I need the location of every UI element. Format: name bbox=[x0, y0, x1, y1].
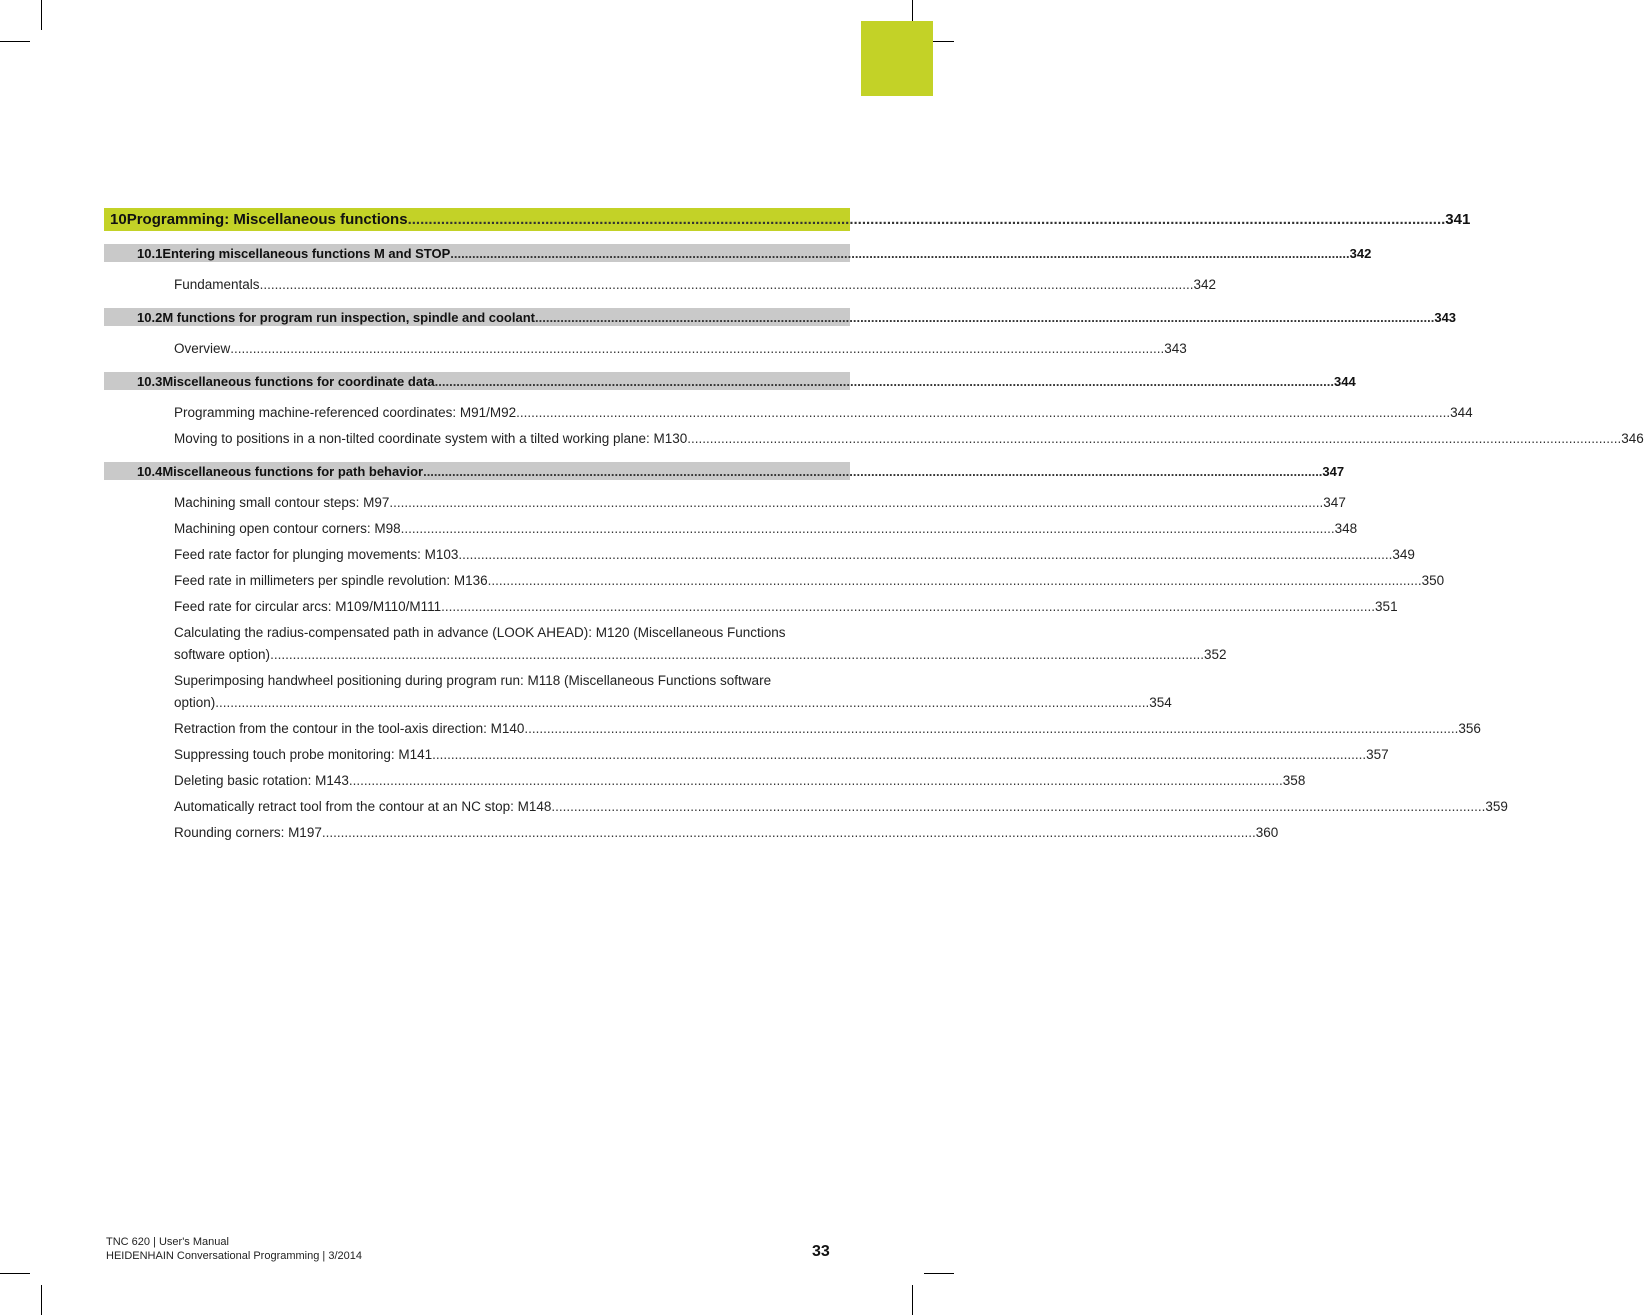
chapter-number: 10 bbox=[110, 211, 127, 228]
entry-page: 348 bbox=[1334, 521, 1358, 536]
entry-page: 351 bbox=[1375, 599, 1398, 614]
entry-title: Calculating the radius-compensated path in advance (LOOK AHEAD): M120 (Miscellaneous Functions bbox=[174, 625, 786, 640]
toc-entry[interactable] bbox=[174, 338, 1187, 360]
entry-page: 344 bbox=[1450, 405, 1473, 420]
dot-leader bbox=[322, 822, 1256, 844]
toc-line bbox=[174, 570, 1445, 592]
entry-page: 343 bbox=[1164, 341, 1187, 356]
section-number: 10.4 bbox=[137, 463, 163, 479]
entry-title: Feed rate for circular arcs: M109/M110/M111 bbox=[174, 599, 442, 614]
footer-manual-subtitle: HEIDENHAIN Conversational Programming | 3/2014 bbox=[106, 1250, 362, 1262]
entry-page: 342 bbox=[1193, 277, 1217, 292]
entry-title: Superimposing handwheel positioning during program run: M118 (Miscellaneous Functions software bbox=[174, 673, 772, 688]
toc-line bbox=[174, 770, 1306, 792]
entry-title: Feed rate factor for plunging movements: M103 bbox=[174, 547, 459, 562]
dot-leader bbox=[401, 518, 1335, 540]
section-entries bbox=[104, 338, 1187, 360]
crop-mark bbox=[41, 0, 42, 30]
toc-entry[interactable] bbox=[174, 570, 1445, 592]
section-number: 10.1 bbox=[137, 245, 163, 261]
entry-page: 358 bbox=[1282, 773, 1306, 788]
toc-entry[interactable] bbox=[174, 622, 1227, 666]
section-title: M functions for program run inspection, spindle and coolant bbox=[162, 309, 535, 325]
entry-title: option) bbox=[174, 695, 216, 710]
toc-line bbox=[174, 428, 1644, 450]
entry-page: 360 bbox=[1255, 825, 1279, 840]
dot-leader bbox=[230, 338, 1164, 360]
toc-entry[interactable] bbox=[174, 718, 1481, 740]
dot-leader bbox=[687, 428, 1621, 450]
toc-entry[interactable] bbox=[174, 544, 1415, 566]
toc-entry[interactable] bbox=[174, 274, 1217, 296]
toc-line bbox=[174, 518, 1358, 540]
toc-line bbox=[174, 692, 1172, 714]
entry-title: Automatically retract tool from the contour at an NC stop: M148 bbox=[174, 799, 552, 814]
entry-title: Fundamentals bbox=[174, 277, 260, 292]
toc-line bbox=[174, 670, 846, 692]
section-page: 342 bbox=[1349, 245, 1372, 261]
entry-title: Machining open contour corners: M98 bbox=[174, 521, 401, 536]
entry-title: Suppressing touch probe monitoring: M141 bbox=[174, 747, 433, 762]
toc-entry[interactable] bbox=[174, 518, 1358, 540]
dot-leader bbox=[435, 374, 1334, 389]
dot-leader bbox=[270, 644, 1204, 666]
toc-line bbox=[162, 464, 1348, 479]
dot-leader bbox=[215, 692, 1149, 714]
dot-leader bbox=[432, 744, 1366, 766]
toc-line bbox=[174, 492, 1346, 514]
section-number: 10.3 bbox=[137, 373, 163, 389]
chapter-title: Programming: Miscellaneous functions bbox=[126, 211, 408, 228]
toc-entry[interactable] bbox=[174, 670, 1172, 714]
chapter-heading[interactable] bbox=[104, 208, 1471, 231]
toc-line bbox=[174, 744, 1389, 766]
chapter-page: 341 bbox=[1445, 211, 1471, 228]
section-title: Entering miscellaneous functions M and STOP bbox=[162, 245, 451, 261]
toc-line bbox=[162, 246, 1375, 261]
section-entries bbox=[104, 402, 1644, 450]
page-number: 33 bbox=[812, 1243, 830, 1260]
dot-leader bbox=[441, 596, 1375, 618]
toc-entry[interactable] bbox=[174, 744, 1389, 766]
section-page: 343 bbox=[1434, 309, 1457, 325]
dot-leader bbox=[450, 246, 1349, 261]
toc-line bbox=[174, 596, 1398, 618]
dot-leader bbox=[551, 796, 1485, 818]
entry-title: Moving to positions in a non-tilted coordinate system with a tilted working plane: M130 bbox=[174, 431, 688, 446]
crop-mark bbox=[41, 1285, 42, 1315]
toc-entry[interactable] bbox=[174, 770, 1306, 792]
entry-title: Machining small contour steps: M97 bbox=[174, 495, 390, 510]
crop-mark bbox=[912, 1285, 913, 1315]
dot-leader bbox=[535, 310, 1434, 325]
crop-mark bbox=[0, 41, 30, 42]
entry-page: 356 bbox=[1458, 721, 1481, 736]
entry-page: 346 bbox=[1621, 431, 1644, 446]
entry-title: Overview bbox=[174, 341, 231, 356]
dot-leader bbox=[458, 544, 1392, 566]
toc-entry[interactable] bbox=[174, 796, 1508, 818]
toc-line bbox=[174, 544, 1415, 566]
dot-leader bbox=[488, 570, 1422, 592]
chapter-tab bbox=[861, 21, 933, 96]
entry-page: 350 bbox=[1421, 573, 1445, 588]
dot-leader bbox=[408, 211, 1446, 228]
section-title: Miscellaneous functions for path behavior bbox=[162, 463, 424, 479]
dot-leader bbox=[423, 464, 1322, 479]
toc-line bbox=[127, 211, 1475, 228]
toc-entry[interactable] bbox=[174, 402, 1473, 424]
section-heading[interactable] bbox=[104, 462, 1345, 480]
toc-line bbox=[174, 796, 1508, 818]
section-entries bbox=[104, 274, 1217, 296]
section-heading[interactable] bbox=[104, 372, 1356, 390]
entry-page: 354 bbox=[1149, 695, 1172, 710]
dot-leader bbox=[524, 718, 1458, 740]
entry-page: 349 bbox=[1392, 547, 1415, 562]
table-of-contents bbox=[104, 208, 1644, 848]
entry-title: Feed rate in millimeters per spindle revolution: M136 bbox=[174, 573, 488, 588]
entry-page: 357 bbox=[1366, 747, 1389, 762]
toc-entry[interactable] bbox=[174, 428, 1644, 450]
toc-line bbox=[174, 644, 1227, 666]
section-entries bbox=[104, 492, 1508, 844]
entry-title: Rounding corners: M197 bbox=[174, 825, 322, 840]
toc-entry[interactable] bbox=[174, 492, 1346, 514]
section-heading[interactable] bbox=[104, 308, 1457, 326]
toc-line bbox=[174, 402, 1473, 424]
entry-page: 359 bbox=[1485, 799, 1508, 814]
section-number: 10.2 bbox=[137, 309, 163, 325]
toc-entry[interactable] bbox=[174, 822, 1279, 844]
dot-leader bbox=[389, 492, 1323, 514]
toc-line bbox=[174, 718, 1481, 740]
footer-manual-title: TNC 620 | User's Manual bbox=[106, 1236, 229, 1248]
entry-title: software option) bbox=[174, 647, 271, 662]
dot-leader bbox=[516, 402, 1450, 424]
entry-page: 347 bbox=[1323, 495, 1346, 510]
toc-line bbox=[174, 622, 846, 644]
dot-leader bbox=[260, 274, 1194, 296]
section-heading[interactable] bbox=[104, 244, 1372, 262]
section-page: 344 bbox=[1333, 373, 1356, 389]
toc-line bbox=[162, 374, 1359, 389]
toc-entry[interactable] bbox=[174, 596, 1398, 618]
toc-line bbox=[174, 274, 1217, 296]
toc-line bbox=[174, 338, 1187, 360]
entry-title: Programming machine-referenced coordinates: M91/M92 bbox=[174, 405, 517, 420]
section-title: Miscellaneous functions for coordinate data bbox=[162, 373, 435, 389]
crop-mark bbox=[924, 1273, 954, 1274]
footer bbox=[106, 1235, 362, 1263]
entry-title: Deleting basic rotation: M143 bbox=[174, 773, 349, 788]
dot-leader bbox=[349, 770, 1283, 792]
crop-mark bbox=[0, 1273, 30, 1274]
entry-page: 352 bbox=[1204, 647, 1227, 662]
toc-line bbox=[174, 822, 1279, 844]
toc-line bbox=[162, 310, 1460, 325]
entry-title: Retraction from the contour in the tool-axis direction: M140 bbox=[174, 721, 525, 736]
section-page: 347 bbox=[1322, 463, 1345, 479]
